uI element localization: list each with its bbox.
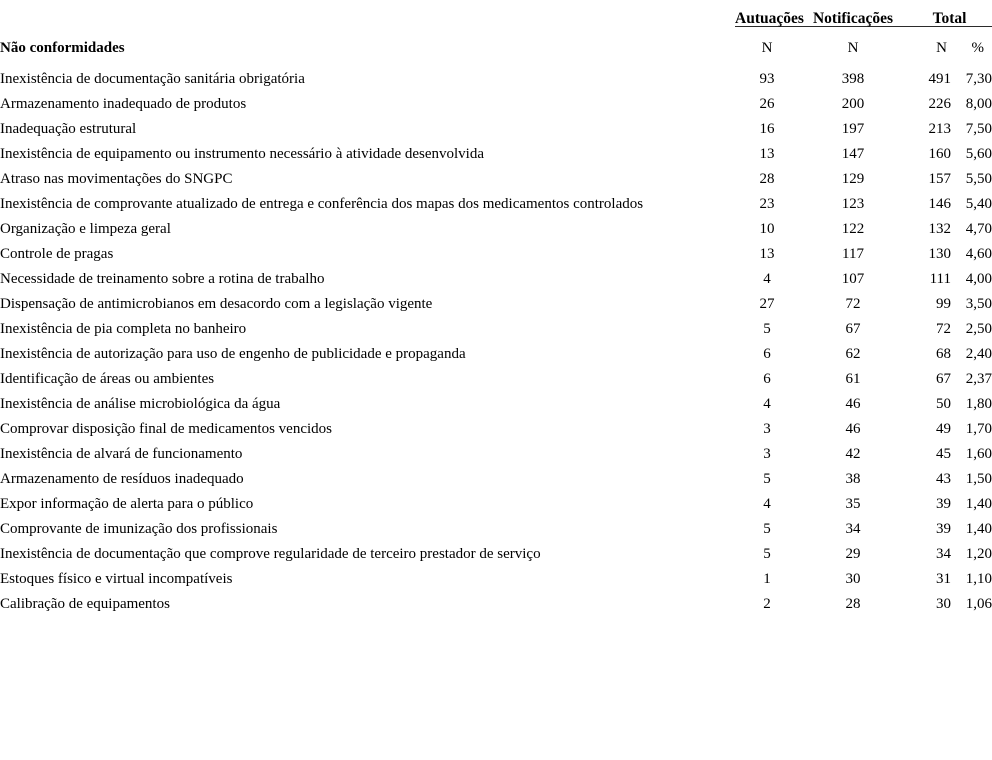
cell-total-n: 45 — [936, 446, 951, 462]
cell-autuacoes: 5 — [763, 321, 771, 337]
cell-total-pct: 1,10 — [965, 571, 992, 587]
group-header-row — [0, 0, 992, 27]
cell-autuacoes: 93 — [759, 71, 775, 87]
cell-total-pct: 2,40 — [965, 346, 992, 362]
cell-total-n: 68 — [936, 346, 951, 362]
row-label: Inexistência de comprovante atualizado de entrega e conferência dos mapas dos medicamentos controlados — [0, 196, 644, 212]
cell-total-pct: 5,50 — [965, 171, 992, 187]
cell-total-n: 111 — [929, 271, 951, 287]
sub-header-row — [0, 27, 992, 58]
cell-notificacoes: 129 — [841, 171, 865, 187]
cell-notificacoes: 34 — [845, 521, 861, 537]
cell-total-n: 31 — [936, 571, 951, 587]
cell-total-pct: 1,60 — [965, 446, 992, 462]
group-header-spacer — [0, 0, 735, 27]
row-label: Armazenamento de resíduos inadequado — [0, 471, 244, 487]
table-row — [0, 567, 992, 592]
row-label: Inexistência de equipamento ou instrumento necessário à atividade desenvolvida — [0, 146, 485, 162]
table-row — [0, 167, 992, 192]
table-row — [0, 492, 992, 517]
cell-total-pct: 2,50 — [965, 321, 992, 337]
cell-total-n: 213 — [928, 121, 951, 137]
row-label: Inadequação estrutural — [0, 121, 137, 137]
cell-autuacoes: 5 — [763, 521, 771, 537]
row-label: Inexistência de alvará de funcionamento — [0, 446, 243, 462]
row-label: Armazenamento inadequado de produtos — [0, 96, 247, 112]
cell-autuacoes: 13 — [759, 246, 775, 262]
cell-total-n: 160 — [928, 146, 951, 162]
cell-autuacoes: 23 — [759, 196, 775, 212]
cell-total-pct: 1,06 — [965, 596, 992, 612]
cell-notificacoes: 200 — [841, 96, 865, 112]
row-label: Calibração de equipamentos — [0, 596, 170, 612]
table-header — [0, 0, 992, 57]
cell-autuacoes: 1 — [763, 571, 771, 587]
cell-total-pct: 1,70 — [965, 421, 992, 437]
cell-notificacoes: 147 — [841, 146, 865, 162]
row-label: Inexistência de autorização para uso de engenho de publicidade e propaganda — [0, 346, 466, 362]
cell-autuacoes: 27 — [759, 296, 775, 312]
row-label: Inexistência de análise microbiológica da água — [0, 396, 281, 412]
cell-total-pct: 2,37 — [965, 371, 992, 387]
cell-autuacoes: 4 — [763, 396, 771, 412]
cell-autuacoes: 2 — [763, 596, 771, 612]
cell-total-pct: 8,00 — [965, 96, 992, 112]
cell-autuacoes: 6 — [763, 371, 771, 387]
cell-autuacoes: 5 — [763, 471, 771, 487]
cell-total-n: 49 — [936, 421, 951, 437]
table-row — [0, 242, 992, 267]
table-row — [0, 317, 992, 342]
cell-notificacoes: 398 — [841, 71, 865, 87]
cell-total-pct: 1,20 — [965, 546, 992, 562]
column-header-total-n: N — [936, 40, 947, 56]
cell-notificacoes: 107 — [841, 271, 865, 287]
row-label: Identificação de áreas ou ambientes — [0, 371, 215, 387]
cell-total-n: 146 — [928, 196, 951, 212]
cell-total-n: 130 — [928, 246, 951, 262]
cell-notificacoes: 122 — [841, 221, 865, 237]
cell-autuacoes: 4 — [763, 496, 771, 512]
cell-total-n: 491 — [928, 71, 951, 87]
cell-total-n: 50 — [936, 396, 951, 412]
table-row — [0, 192, 992, 217]
row-label: Necessidade de treinamento sobre a rotina de trabalho — [0, 271, 325, 287]
cell-notificacoes: 197 — [841, 121, 865, 137]
page-title: Não conformidades — [0, 40, 125, 56]
row-label: Expor informação de alerta para o público — [0, 496, 254, 512]
cell-total-n: 67 — [936, 371, 951, 387]
row-label: Comprovar disposição final de medicamentos vencidos — [0, 421, 332, 437]
cell-total-pct: 4,60 — [965, 246, 992, 262]
cell-total-n: 99 — [936, 296, 951, 312]
cell-total-pct: 7,30 — [965, 71, 992, 87]
cell-autuacoes: 6 — [763, 346, 771, 362]
spacer-cell — [0, 57, 992, 67]
table-row — [0, 392, 992, 417]
cell-total-n: 39 — [936, 521, 951, 537]
table-row — [0, 592, 992, 617]
cell-notificacoes: 38 — [845, 471, 861, 487]
table-row — [0, 342, 992, 367]
header-body-spacer — [0, 57, 992, 67]
cell-autuacoes: 5 — [763, 546, 771, 562]
cell-total-n: 34 — [936, 546, 951, 562]
cell-total-n: 132 — [928, 221, 951, 237]
cell-total-n: 39 — [936, 496, 951, 512]
cell-notificacoes: 123 — [841, 196, 865, 212]
table-row — [0, 67, 992, 92]
cell-autuacoes: 10 — [759, 221, 775, 237]
cell-total-pct: 4,70 — [965, 221, 992, 237]
cell-autuacoes: 16 — [759, 121, 775, 137]
row-label: Inexistência de pia completa no banheiro — [0, 321, 247, 337]
table-row — [0, 92, 992, 117]
cell-notificacoes: 72 — [845, 296, 861, 312]
table-row — [0, 367, 992, 392]
cell-total-n: 226 — [928, 96, 951, 112]
table-row — [0, 467, 992, 492]
cell-autuacoes: 4 — [763, 271, 771, 287]
cell-total-pct: 5,60 — [965, 146, 992, 162]
cell-autuacoes: 28 — [759, 171, 775, 187]
table-body — [0, 57, 992, 617]
table-row — [0, 442, 992, 467]
cell-total-pct: 7,50 — [965, 121, 992, 137]
row-label: Inexistência de documentação que comprove regularidade de terceiro prestador de serviço — [0, 546, 541, 562]
column-group-total: Total — [907, 0, 992, 27]
cell-notificacoes: 117 — [842, 246, 864, 262]
cell-notificacoes: 61 — [845, 371, 861, 387]
table-row — [0, 292, 992, 317]
cell-total-n: 43 — [936, 471, 951, 487]
cell-total-n: 72 — [936, 321, 951, 337]
column-header-autuacoes-n: N — [761, 40, 773, 56]
cell-autuacoes: 26 — [759, 96, 775, 112]
table-row — [0, 542, 992, 567]
row-label: Dispensação de antimicrobianos em desacordo com a legislação vigente — [0, 296, 433, 312]
cell-notificacoes: 62 — [845, 346, 861, 362]
cell-total-pct: 1,40 — [965, 521, 992, 537]
row-label: Inexistência de documentação sanitária obrigatória — [0, 71, 305, 87]
cell-notificacoes: 35 — [845, 496, 861, 512]
cell-notificacoes: 46 — [845, 421, 861, 437]
cell-total-pct: 1,80 — [965, 396, 992, 412]
table-row — [0, 142, 992, 167]
row-label: Controle de pragas — [0, 246, 114, 262]
row-label: Atraso nas movimentações do SNGPC — [0, 171, 233, 187]
cell-total-pct: 1,40 — [965, 496, 992, 512]
column-header-notificacoes-n: N — [847, 40, 859, 56]
row-label: Comprovante de imunização dos profissionais — [0, 521, 278, 537]
row-label: Organização e limpeza geral — [0, 221, 171, 237]
column-group-autuacoes: Autuações — [735, 0, 799, 27]
cell-notificacoes: 67 — [845, 321, 861, 337]
cell-total-n: 157 — [928, 171, 951, 187]
cell-total-pct: 3,50 — [965, 296, 992, 312]
cell-notificacoes: 28 — [845, 596, 861, 612]
cell-total-n: 30 — [936, 596, 951, 612]
cell-autuacoes: 3 — [763, 421, 771, 437]
row-label: Estoques físico e virtual incompatíveis — [0, 571, 233, 587]
table-row — [0, 517, 992, 542]
cell-total-pct: 4,00 — [965, 271, 992, 287]
cell-notificacoes: 29 — [845, 546, 861, 562]
cell-total-pct: 1,50 — [965, 471, 992, 487]
cell-autuacoes: 3 — [763, 446, 771, 462]
table-row — [0, 217, 992, 242]
cell-notificacoes: 42 — [845, 446, 861, 462]
table-row — [0, 267, 992, 292]
column-header-total-pct: % — [971, 40, 985, 56]
cell-total-pct: 5,40 — [965, 196, 992, 212]
cell-notificacoes: 46 — [845, 396, 861, 412]
column-group-notificacoes: Notificações — [799, 0, 907, 27]
table-row — [0, 117, 992, 142]
table-row — [0, 417, 992, 442]
cell-notificacoes: 30 — [845, 571, 861, 587]
cell-autuacoes: 13 — [759, 146, 775, 162]
